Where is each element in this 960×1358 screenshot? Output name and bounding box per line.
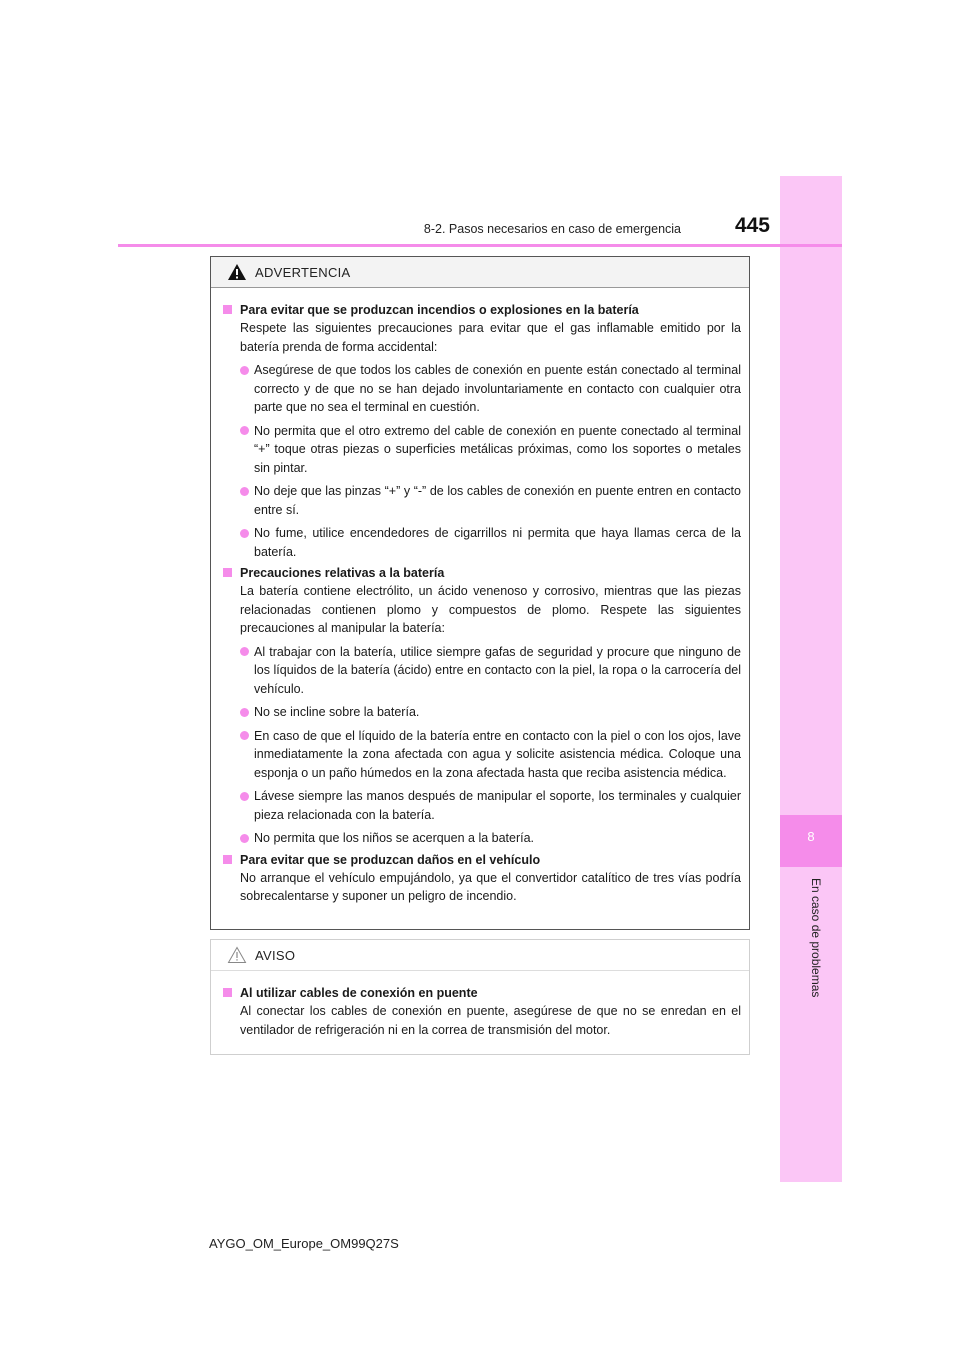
round-bullet-icon	[240, 426, 249, 435]
warning-section	[221, 851, 741, 906]
warning-section	[221, 301, 741, 561]
round-bullet-icon	[240, 834, 249, 843]
warning-triangle-icon	[227, 263, 247, 281]
round-bullet-icon	[240, 792, 249, 801]
notice-label: AVISO	[255, 947, 296, 963]
round-bullet-icon	[240, 708, 249, 717]
notice-box	[210, 939, 750, 1055]
header-rule	[118, 244, 842, 247]
square-bullet-icon	[223, 855, 232, 864]
list-item: Al trabajar con la batería, utilice siempre gafas de seguridad y procure que ninguno de los líquidos de la batería (ácido) entre en contacto con la piel, la ropa o la carrocería del vehículo.	[240, 643, 741, 699]
section-paragraph: No arranque el vehículo empujándolo, ya que el convertidor catalítico de tres vías podría sobrecalentarse y suponer un peligro de incendio.	[240, 870, 741, 903]
section-heading: Precauciones relativas a la batería	[221, 564, 741, 582]
section-paragraph: La batería contiene electrólito, un ácido venenoso y corrosivo, mientras que las piezas relacionadas contienen plomo y compuestos de plomo. Respete las siguientes precauciones al manipular la batería:	[240, 584, 741, 635]
section-heading: Al utilizar cables de conexión en puente	[221, 984, 741, 1002]
chapter-number: 8	[807, 829, 815, 844]
warning-box	[210, 256, 750, 930]
section-paragraph: Al conectar los cables de conexión en puente, asegúrese de que no se enredan en el ventilador de refrigeración ni en la correa de transmisión del motor.	[240, 1004, 741, 1037]
page-number: 445	[734, 214, 770, 237]
square-bullet-icon	[223, 305, 232, 314]
section-heading: Para evitar que se produzcan daños en el vehículo	[221, 851, 741, 869]
list-item: No permita que los niños se acerquen a la batería.	[240, 829, 741, 848]
square-bullet-icon	[223, 988, 232, 997]
notice-body	[211, 971, 749, 1039]
document-code: AYGO_OM_Europe_OM99Q27S	[209, 1236, 399, 1251]
list-item: Asegúrese de que todos los cables de conexión en puente están conectado al terminal correcto y de que no se han dejado involuntariamente en contacto con cualquier otra parte que no sea el terminal en cuestión.	[240, 361, 741, 417]
notice-section	[221, 984, 741, 1039]
section-heading: Para evitar que se produzcan incendios o explosiones en la batería	[221, 301, 741, 319]
warning-label: ADVERTENCIA	[255, 264, 351, 280]
round-bullet-icon	[240, 487, 249, 496]
round-bullet-icon	[240, 731, 249, 740]
list-item: Lávese siempre las manos después de manipular el soporte, los terminales y cualquier pieza relacionada con la batería.	[240, 787, 741, 824]
round-bullet-icon	[240, 366, 249, 375]
list-item: No deje que las pinzas “+” y “-” de los cables de conexión en puente entren en contacto entre sí.	[240, 482, 741, 519]
notice-header	[211, 940, 749, 971]
warning-header	[211, 257, 749, 288]
round-bullet-icon	[240, 529, 249, 538]
warning-body	[211, 288, 749, 906]
list-item: No fume, utilice encendedores de cigarrillos ni permita que haya llamas cerca de la batería.	[240, 524, 741, 561]
chapter-title: En caso de problemas	[809, 878, 823, 998]
section-title: 8-2. Pasos necesarios en caso de emergencia	[423, 222, 681, 236]
list-item: En caso de que el líquido de la batería entre en contacto con la piel o con los ojos, lave inmediatamente la zona afectada con agua y solicite asistencia médica. Coloque una esponja o un paño húmedos en la zona afectada hasta que reciba asistencia médica.	[240, 727, 741, 783]
chapter-sidebar	[780, 176, 842, 1182]
section-paragraph: Respete las siguientes precauciones para evitar que el gas inflamable emitido por la batería prenda de forma accidental:	[240, 321, 741, 354]
square-bullet-icon	[223, 568, 232, 577]
list-item: No se incline sobre la batería.	[240, 703, 741, 722]
round-bullet-icon	[240, 647, 249, 656]
caution-triangle-icon	[227, 946, 247, 964]
list-item: No permita que el otro extremo del cable de conexión en puente conectado al terminal “+” toque otras piezas o superficies metálicas próximas, como los soportes o metales sin pintar.	[240, 422, 741, 478]
warning-section	[221, 564, 741, 848]
